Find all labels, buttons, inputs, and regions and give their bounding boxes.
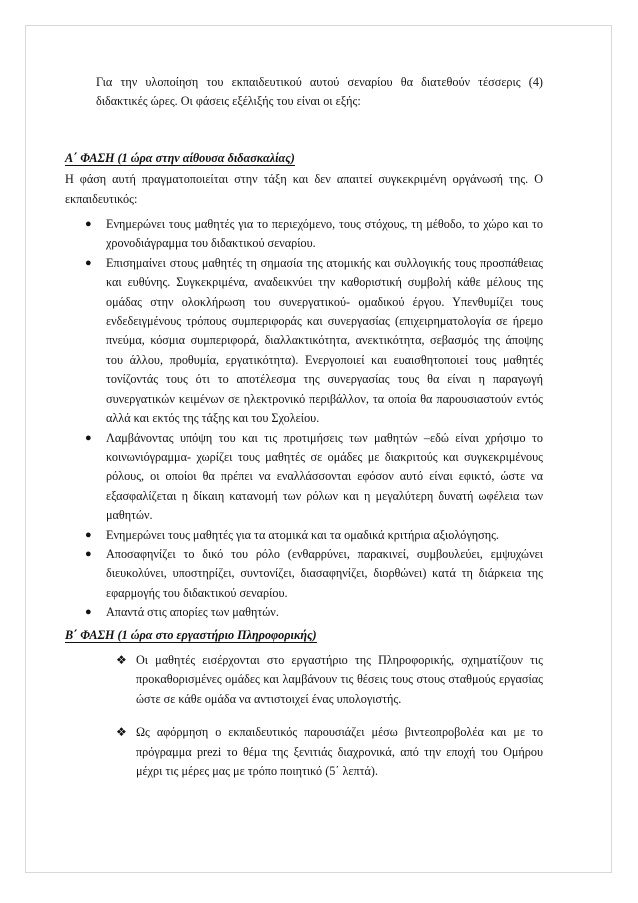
list-item-text: Λαμβάνοντας υπόψη του και τις προτιμήσεις των μαθητών –εδώ είναι χρήσιμο το κοινωνιόγραμμα- χωρίζει τους μαθητές σε ομάδες με διακριτούς και συγκεκριμένους ρόλους, οι οποίοι θα πρέπει να εναλλάσσονται εφόσον αυτό είναι εφικτό, ώστε να εξασφαλίζεται η δίκαιη κατανομή των ρόλων και η μεγαλύτερη δυνατή ωφέλεια των μαθητών. [106,430,543,523]
list-item-text: Επισημαίνει στους μαθητές τη σημασία της ατομικής και συλλογικής τους προσπάθειας και ευθύνης. Συγκεκριμένα, αναδεικνύει την καθοριστική συμβολή κάθε μέλους της ομάδας στην ολοκλήρωση του συνεργατικού- ομαδικού έργου. Υπενθυμίζει τους ενδεδειγμένους τρόπους συμπεριφοράς και συνεργασίας (επιχειρηματολογία σε ήρεμο πνεύμα, κόσμια συμπεριφορά, διαλλακτικότητα, ανεκτικότητα, σεβασμός της άποψης του άλλου, προθυμία, εργατικότητα). Ενεργοποιεί και ευαισθητοποιεί τους μαθητές τονίζοντάς τους ότι το αποτέλεσμα της συνεργασίας τους θα είναι η παραγωγή συνεργατικών κειμένων σε ηλεκτρονικό περιβάλλον, τα οποία θα παρουσιαστούν εντός αλλά και εκτός της τάξης και του Σχολείου. [106,255,543,426]
list-item [65,429,543,526]
phase-b-heading [65,626,543,645]
bullet-icon: ● [85,431,92,444]
list-item-text: Αποσαφηνίζει το δικό του ρόλο (ενθαρρύνει, παρακινεί, συμβουλεύει, εμψυχώνει διευκολύνει, υποστηρίζει, συντονίζει, διασαφηνίζει, διορθώνει) κατά τη διάρκεια της εφαρμογής του διδακτικού σεναρίου. [106,546,543,600]
list-item [65,254,543,429]
phase-b-heading-text: Β΄ ΦΑΣΗ (1 ώρα στο εργαστήριο Πληροφορικής) [65,627,317,642]
diamond-bullet-icon: ❖ [116,652,127,667]
list-item-text: Οι μαθητές εισέρχονται στο εργαστήριο της Πληροφορικής, σχηματίζουν τις προκαθορισμένες ομάδες και λαμβάνουν τις θέσεις τους στους σταθμούς εργασίας ώστε σε κάθε ομάδα να αντιστοιχεί ένας υπολογιστής. [136,652,543,706]
phase-b-list [65,651,543,781]
document-body [65,73,543,795]
bullet-icon: ● [85,256,92,269]
phase-a-list [65,215,543,623]
bullet-icon: ● [85,218,92,231]
phase-a-heading [65,149,543,168]
list-item-text: Ενημερώνει τους μαθητές για τα ατομικά και τα ομαδικά κριτήρια αξιολόγησης. [106,527,499,542]
list-item [65,603,543,622]
bullet-icon: ● [85,528,92,541]
list-item-text: Απαντά στις απορίες των μαθητών. [106,605,279,620]
bullet-icon: ● [85,547,92,560]
bullet-icon: ● [85,606,92,619]
diamond-bullet-icon: ❖ [116,725,127,740]
list-item [65,651,543,709]
intro-paragraph: Για την υλοποίηση του εκπαιδευτικού αυτού σεναρίου θα διατεθούν τέσσερις (4) διδακτικές ώρες. Οι φάσεις εξέλιξής του είναι οι εξής: [96,75,543,109]
list-item-text: Ενημερώνει τους μαθητές για το περιεχόμενο, τους στόχους, τη μέθοδο, το χώρο και το χρονοδιάγραμμα του διδακτικού σεναρίου. [106,217,543,251]
list-item-text: Ως αφόρμηση ο εκπαιδευτικός παρουσιάζει μέσω βιντεοπροβολέα και με το πρόγραμμα prezi το θέμα της ξενιτιάς διαχρονικά, από την εποχή του Ομήρου μέχρι τις μέρες μας με τρόπο ποιητικό (5΄ λεπτά). [136,725,543,778]
list-item [65,545,543,603]
list-item [65,526,543,545]
list-item [65,723,543,781]
phase-a-description: Η φάση αυτή πραγματοποιείται στην τάξη και δεν απαιτεί συγκεκριμένη οργάνωσή της. Ο εκπαιδευτικός: [65,172,543,206]
phase-a-heading-text: Α΄ ΦΑΣΗ (1 ώρα στην αίθουσα διδασκαλίας) [65,150,295,165]
list-item [65,215,543,254]
